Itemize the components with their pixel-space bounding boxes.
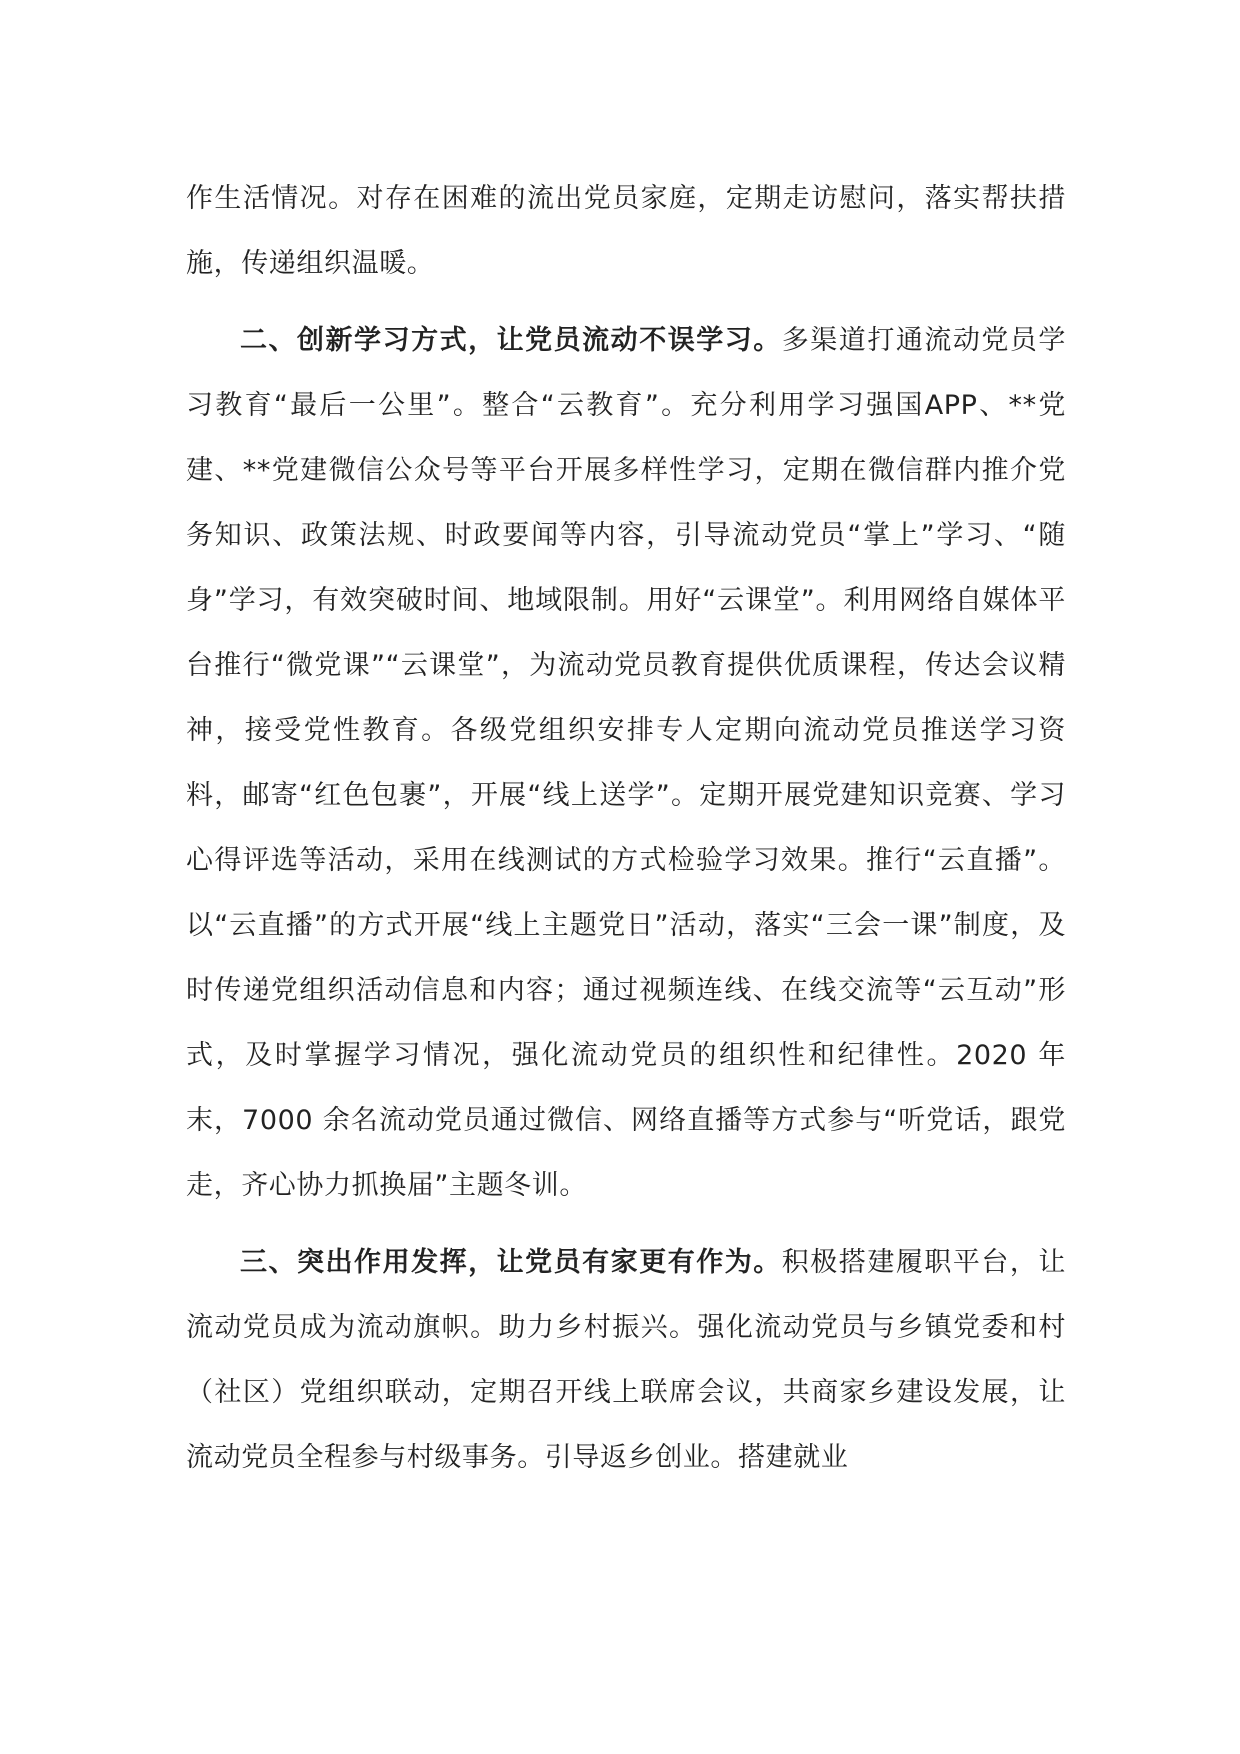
paragraph-text: 作生活情况。对存在困难的流出党员家庭，定期走访慰问，落实帮扶措施，传递组织温暖。 bbox=[186, 183, 1066, 279]
paragraph-section-two bbox=[186, 308, 1066, 1218]
paragraph-continuation bbox=[186, 166, 1066, 296]
paragraph-section-three bbox=[186, 1230, 1066, 1490]
section-heading: 三、突出作用发挥，让党员有家更有作为。 bbox=[240, 1247, 782, 1278]
paragraph-text: 积极搭建履职平台，让流动党员成为流动旗帜。助力乡村振兴。强化流动党员与乡镇党委和村（社区）党组织联动，定期召开线上联席会议，共商家乡建设发展，让流动党员全程参与村级事务。引导返乡创业。搭建就业 bbox=[186, 1247, 1067, 1473]
section-heading: 二、创新学习方式，让党员流动不误学习。 bbox=[240, 325, 782, 356]
paragraph-text: 多渠道打通流动党员学习教育“最后一公里”。整合“云教育”。充分利用学习强国APP、**党建、**党建微信公众号等平台开展多样性学习，定期在微信群内推介党务知识、政策法规、时政要闻等内容，引导流动党员“掌上”学习、“随身”学习，有效突破时间、地域限制。用好“云课堂”。利用网络自媒体平台推行“微党课”“云课堂”，为流动党员教育提供优质课程，传达会议精神，接受党性教育。各级党组织安排专人定期向流动党员推送学习资料，邮寄“红色包裹”，开展“线上送学”。定期开展党建知识竞赛、学习心得评选等活动，采用在线测试的方式检验学习效果。推行“云直播”。以“云直播”的方式开展“线上主题党日”活动，落实“三会一课”制度，及时传递党组织活动信息和内容；通过视频连线、在线交流等“云互动”形式，及时掌握学习情况，强化流动党员的组织性和纪律性。2020 年末，7000 余名流动党员通过微信、网络直播等方式参与“听党话，跟党走，齐心协力抓换届”主题冬训。 bbox=[186, 325, 1067, 1201]
document-body bbox=[186, 166, 1066, 1490]
